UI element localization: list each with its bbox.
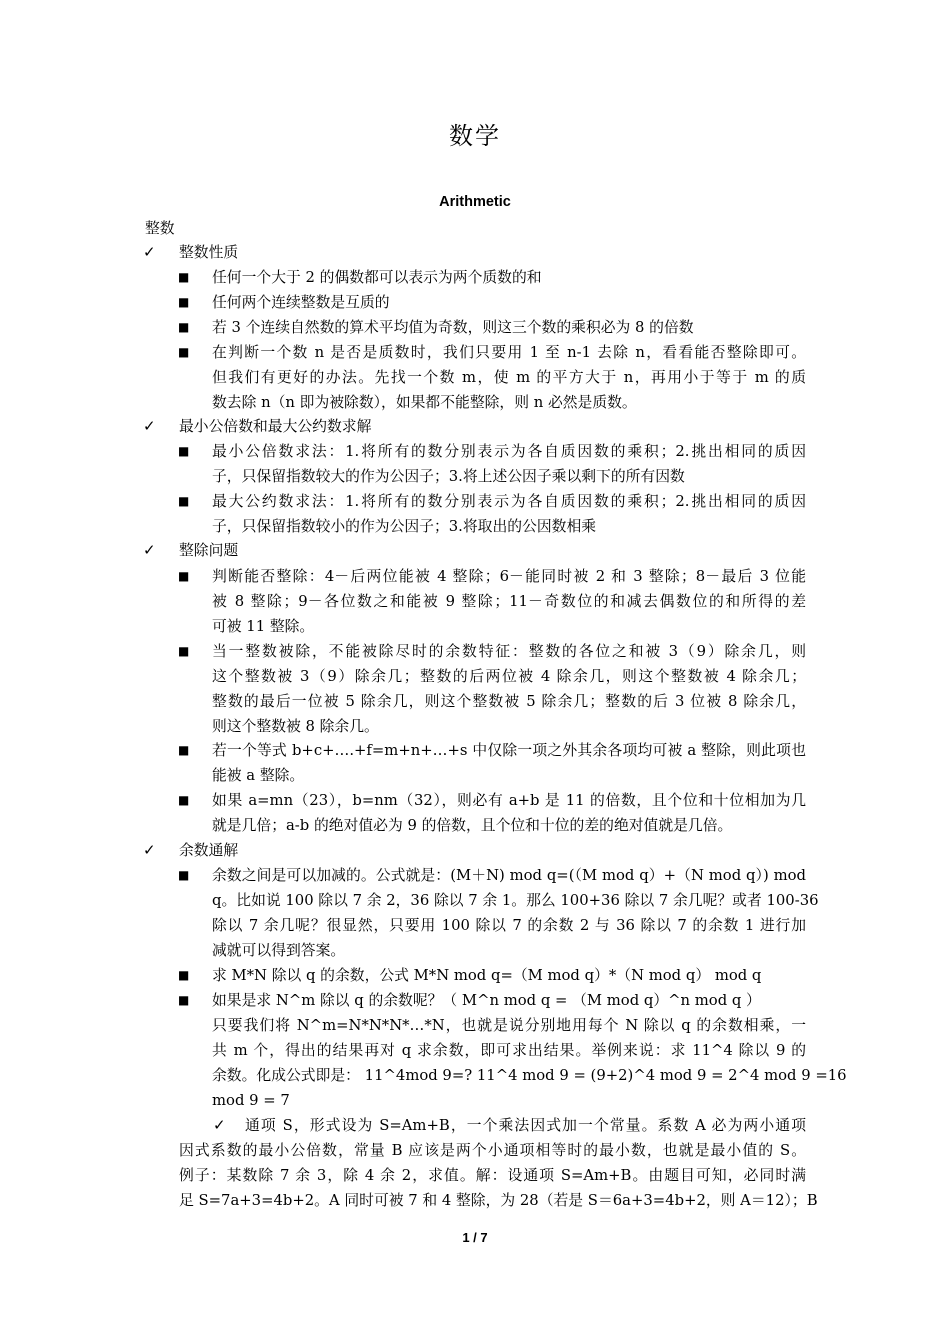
paragraph-line: 只要我们将 N^m=N*N*N*…*N，也就是说分别地用每个 N 除以 q 的余数相乘，一: [212, 1017, 806, 1034]
checkmark-icon: ✓: [143, 841, 156, 859]
square-bullet-icon: ■: [178, 644, 190, 658]
paragraph-line: 因式系数的最小公倍数，常量 B 应该是两个小通项相等时的最小数，也就是最小值的 S。: [179, 1142, 806, 1159]
list-item-text: 除以 7 余几呢？很显然，只要用 100 除以 7 的余数 2 与 36 除以 7 的余数 1 进行加: [212, 917, 806, 934]
list-item-text: 子，只保留指数较小的作为公因子；3.将取出的公因数相乘: [212, 518, 597, 535]
square-bullet-icon: ■: [178, 494, 190, 508]
list-item-text: 能被 a 整除。: [212, 767, 305, 784]
category-heading: 整数: [145, 220, 175, 237]
page-number: 1 / 7: [462, 1230, 488, 1245]
list-item-text: 最大公约数求法：1.将所有的数分别表示为各自质因数的乘积；2.挑出相同的质因: [212, 493, 806, 510]
square-bullet-icon: ■: [178, 793, 190, 807]
list-item-text: 减就可以得到答案。: [212, 942, 346, 959]
page-title: 数学: [449, 122, 501, 150]
list-item-text: 整数的最后一位被 5 除余几，则这个整数被 5 除余几；整数的后 3 位被 8 除余几，: [212, 693, 806, 710]
section-heading: Arithmetic: [439, 194, 511, 210]
list-item-text: 当一整数被除，不能被除尽时的余数特征：整数的各位之和被 3（9）除余几，则: [212, 643, 806, 660]
square-bullet-icon: ■: [178, 968, 190, 982]
list-item-text: 最小公倍数求法：1.将所有的数分别表示为各自质因数的乘积；2.挑出相同的质因: [212, 443, 806, 460]
topic-heading: 余数通解: [179, 842, 239, 859]
paragraph-line: 通项 S，形式设为 S=Am+B，一个乘法因式加一个常量。系数 A 必为两小通项: [245, 1117, 806, 1134]
list-item-text: 任何一个大于 2 的偶数都可以表示为两个质数的和: [212, 269, 542, 286]
paragraph-line: 共 m 个，得出的结果再对 q 求余数，即可求出结果。举例来说：求 11^4 除以 9 的: [212, 1042, 806, 1059]
list-item-text: 被 8 整除；9－各位数之和能被 9 整除；11－奇数位的和减去偶数位的和所得的差: [212, 593, 806, 610]
square-bullet-icon: ■: [178, 444, 190, 458]
checkmark-icon: ✓: [143, 541, 156, 559]
square-bullet-icon: ■: [178, 345, 190, 359]
list-item-text: 如果 a=mn（23），b=nm（32），则必有 a+b 是 11 的倍数，且个位和十位相加为几: [212, 792, 806, 809]
paragraph-line: 足 S=7a+3=4b+2。A 同时可被 7 和 4 整除，为 28（若是 S＝6a+3=4b+2，则 A＝12）；B: [179, 1192, 818, 1209]
paragraph-line: 余数。化成公式即是： 11^4mod 9=? 11^4 mod 9 = (9+2)^4 mod 9 = 2^4 mod 9 =16: [212, 1067, 847, 1084]
paragraph-line: 例子：某数除 7 余 3，除 4 余 2，求值。解：设通项 S=Am+B。由题目可知，必同时满: [179, 1167, 806, 1184]
topic-heading: 最小公倍数和最大公约数求解: [179, 418, 372, 435]
square-bullet-icon: ■: [178, 295, 190, 309]
list-item-text: 任何两个连续整数是互质的: [212, 294, 390, 311]
list-item-text: 在判断一个数 n 是否是质数时，我们只要用 1 至 n-1 去除 n，看看能否整除即可。: [212, 344, 806, 361]
square-bullet-icon: ■: [178, 569, 190, 583]
list-item-text: 则这个整数被 8 除余几。: [212, 718, 379, 735]
list-item-text: 但我们有更好的办法。先找一个数 m，使 m 的平方大于 n，再用小于等于 m 的质: [212, 369, 806, 386]
list-item-text: 余数之间是可以加减的。公式就是：(M＋N) mod q=(（M mod q）+（N mod q）) mod: [212, 867, 806, 884]
topic-heading: 整数性质: [179, 244, 239, 261]
square-bullet-icon: ■: [178, 743, 190, 757]
checkmark-icon: ✓: [143, 417, 156, 435]
square-bullet-icon: ■: [178, 320, 190, 334]
list-item-text: q。比如说 100 除以 7 余 2，36 除以 7 余 1。那么 100+36 除以 7 余几呢？或者 100-36: [212, 892, 819, 909]
topic-heading: 整除问题: [179, 542, 239, 559]
list-item-text: 判断能否整除：4－后两位能被 4 整除；6－能同时被 2 和 3 整除；8－最后 3 位能: [212, 568, 806, 585]
list-item-text: 若 3 个连续自然数的算术平均值为奇数，则这三个数的乘积必为 8 的倍数: [212, 319, 694, 336]
checkmark-icon: ✓: [143, 243, 156, 261]
list-item-text: 数去除 n（n 即为被除数），如果都不能整除，则 n 必然是质数。: [212, 394, 637, 411]
list-item-text: 如果是求 N^m 除以 q 的余数呢？（ M^n mod q = （M mod q）^n mod q ）: [212, 992, 761, 1009]
list-item-text: 可被 11 整除。: [212, 618, 315, 635]
list-item-text: 子，只保留指数较大的作为公因子；3.将上述公因子乘以剩下的所有因数: [212, 468, 685, 485]
paragraph-line: mod 9 = 7: [212, 1092, 290, 1109]
square-bullet-icon: ■: [178, 868, 190, 882]
square-bullet-icon: ■: [178, 270, 190, 284]
list-item-text: 这个整数被 3（9）除余几；整数的后两位被 4 除余几，则这个整数被 4 除余几；: [212, 668, 806, 685]
square-bullet-icon: ■: [178, 993, 190, 1007]
list-item-text: 就是几倍；a-b 的绝对值必为 9 的倍数，且个位和十位的差的绝对值就是几倍。: [212, 817, 733, 834]
list-item-text: 求 M*N 除以 q 的余数，公式 M*N mod q=（M mod q）*（N mod q） mod q: [212, 967, 762, 984]
list-item-text: 若一个等式 b+c+….+f=m+n+…+s 中仅除一项之外其余各项均可被 a 整除，则此项也: [212, 742, 806, 759]
checkmark-icon: ✓: [213, 1116, 226, 1134]
